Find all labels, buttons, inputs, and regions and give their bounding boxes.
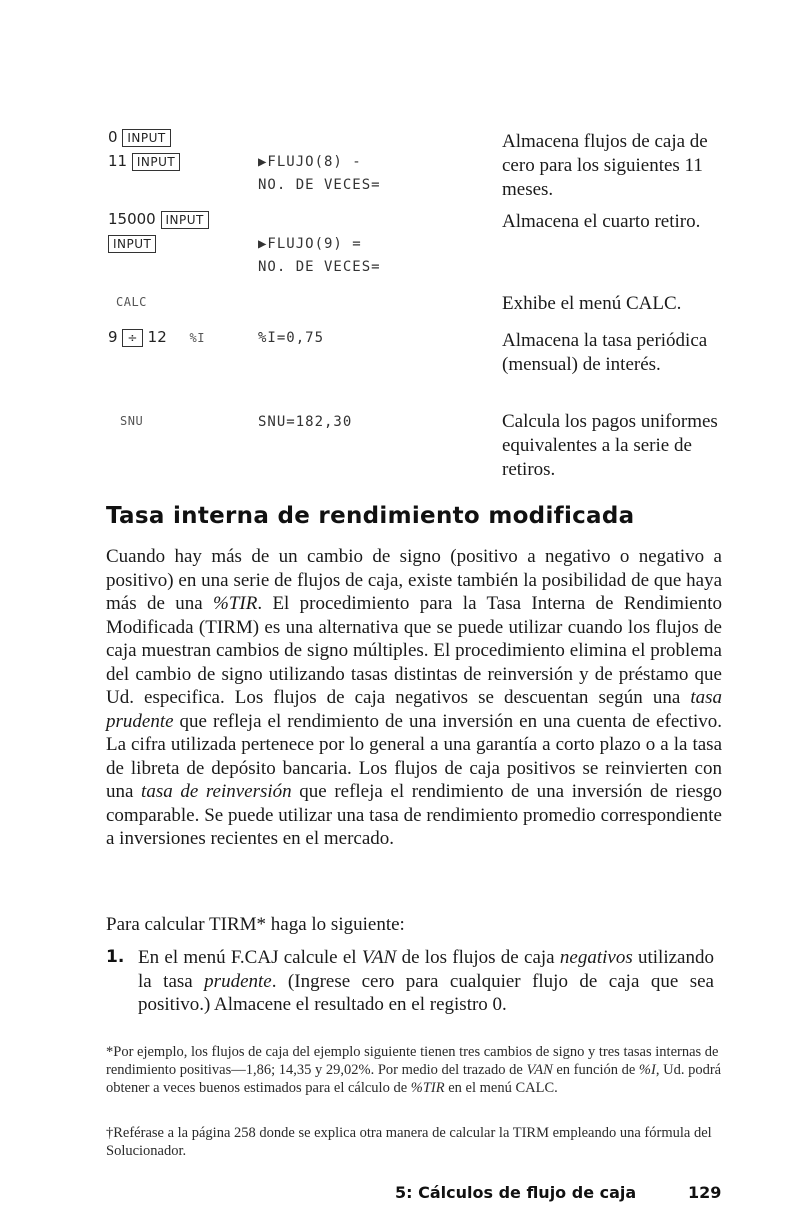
row3-keys <box>108 210 209 229</box>
input-key: INPUT <box>108 235 156 253</box>
page-number: 129 <box>688 1183 722 1202</box>
row4-display-line2: NO. DE VECES= <box>258 259 381 275</box>
row6-number1: 9 <box>108 328 118 346</box>
input-key: INPUT <box>122 129 170 147</box>
step-number: 1. <box>106 947 125 967</box>
running-footer-title: 5: Cálculos de flujo de caja <box>395 1183 637 1202</box>
input-key: INPUT <box>132 153 180 171</box>
step-1-text: En el menú F.CAJ calcule el VAN de los flujos de caja negativos utilizando la tasa prudente. (Ingrese cero para cualquier flujo de caja que sea positivo.) Almacene el resultado en el registro 0. <box>138 947 714 1015</box>
input-key: INPUT <box>161 211 209 229</box>
footnote-2: †Reférase a la página 258 donde se explica otra manera de calcular la TIRM empleando una fórmula del Solucionador. <box>106 1125 712 1159</box>
row3-description: Almacena el cuarto retiro. <box>502 211 701 232</box>
tir-term: %TIR <box>213 593 258 614</box>
divide-key: ÷ <box>122 329 143 347</box>
footnote-1: *Por ejemplo, los flujos de caja del ejemplo siguiente tienen tres cambios de signo y tres tasas internas de rendimiento positivas—1,86; 14,35 y 29,02%. Por medio del trazado de VAN en función de %I, Ud. podrá obtener a veces buenos estimados para el cálculo de %TIR en el menú CALC. <box>106 1044 722 1096</box>
instruction-intro: Para calcular TIRM* haga lo siguiente: <box>106 914 405 935</box>
row7-display: SNU=182,30 <box>258 414 353 430</box>
row2-display-line2: NO. DE VECES= <box>258 177 381 193</box>
row1-number: 0 <box>108 128 118 146</box>
row3-number: 15000 <box>108 210 156 228</box>
snu-menu-key: SNU <box>120 414 144 428</box>
row4-display-line1: ▶FLUJO(9) = <box>258 236 362 252</box>
row6-keys <box>108 328 205 347</box>
reinvestment-rate-term: tasa de reinversión <box>141 781 292 802</box>
row4-keys <box>108 234 156 253</box>
body-paragraph: Cuando hay más de un cambio de signo (positivo a negativo o negativo a positivo) en una serie de flujos de caja, existe también la posibilidad de que haya más de una %TIR. El procedimiento para la Tasa Interna de Rendimiento Modificada (TIRM) es una alternativa que se puede utilizar cuando los flujos de caja muestran cambios de signo múltiples. El procedimiento elimina el problema del cambio de signo utilizando tasas distintas de reinversión y de préstamo que Ud. especifica. Los flujos de caja negativos se descuentan según una tasa prudente que refleja el rendimiento de una inversión en una cuenta de efectivo. La cifra utilizada pertenece por lo general a una garantía a corto plazo o a la tasa de libreta de depósito bancaria. Los flujos de caja positivos se reinvierten con una tasa de reinversión que refleja el rendimiento de una inversión de riesgo comparable. Se puede utilizar una tasa de rendimiento promedio correspondiente a inversiones recientes en el mercado. <box>106 546 722 849</box>
row7-description: Calcula los pagos uniformes equivalentes a la serie de retiros. <box>502 411 718 480</box>
row5-description: Exhibe el menú CALC. <box>502 293 682 314</box>
row6-number2: 12 <box>147 328 167 346</box>
section-heading: Tasa interna de rendimiento modificada <box>106 503 635 529</box>
row2-display-line1: ▶FLUJO(8) - <box>258 154 362 170</box>
row2-keys <box>108 152 180 171</box>
row6-display: %I=0,75 <box>258 330 325 346</box>
row1-description: Almacena flujos de caja de cero para los siguientes 11 meses. <box>502 131 708 200</box>
row2-number: 11 <box>108 152 128 170</box>
calc-menu-label: CALC <box>116 295 147 309</box>
row6-description: Almacena la tasa periódica (mensual) de interés. <box>502 330 708 375</box>
row1-keys <box>108 128 171 147</box>
percent-i-menu-key: %I <box>189 331 205 345</box>
prudent-rate-term: tasa prudente <box>106 687 722 732</box>
